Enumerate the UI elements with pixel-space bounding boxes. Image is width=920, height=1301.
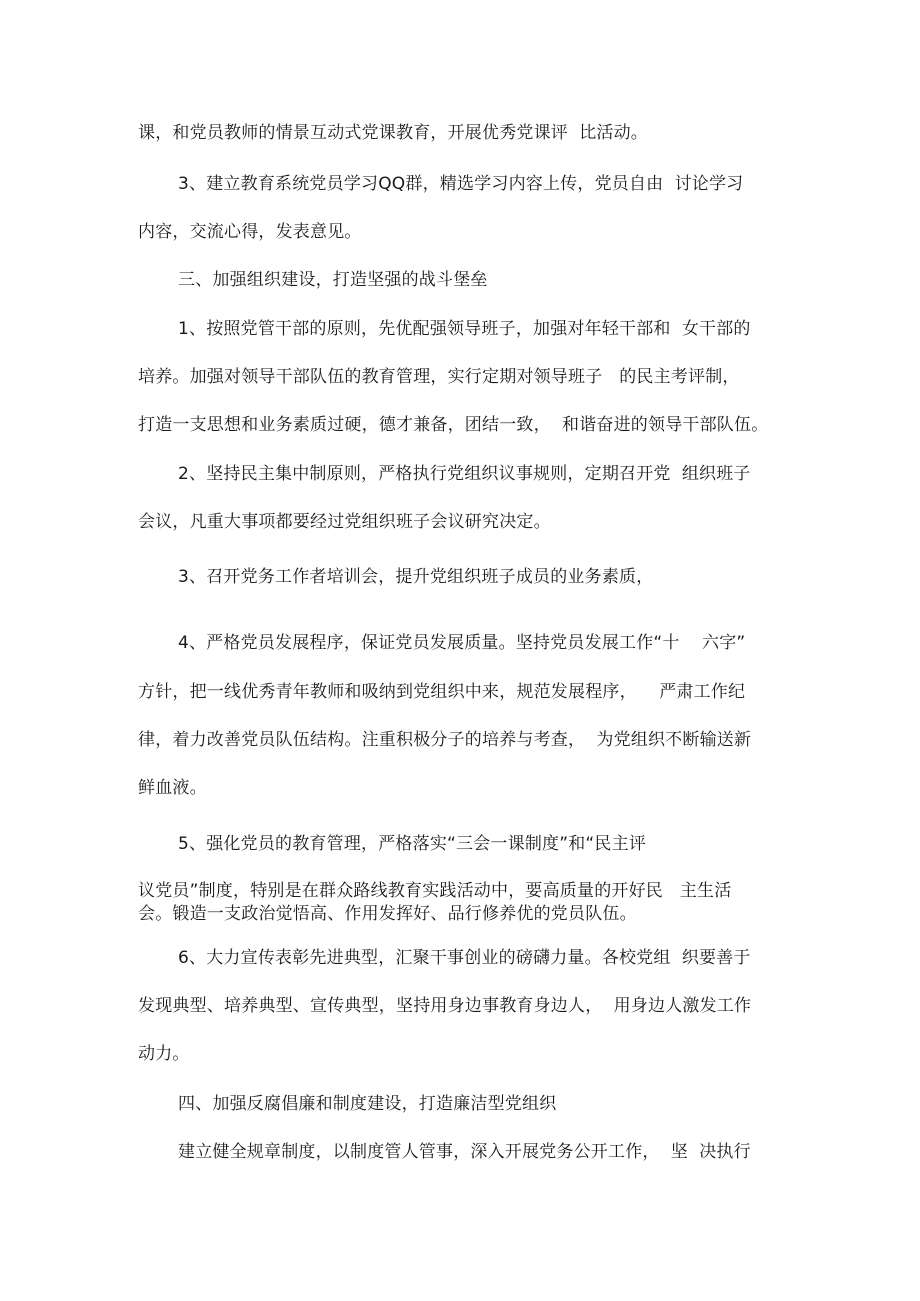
paragraph-line: 1、按照党管干部的原则，先优配强领导班子，加强对年轻干部和 女干部的 bbox=[178, 319, 751, 339]
section-heading: 三、加强组织建设，打造坚强的战斗堡垒 bbox=[178, 270, 488, 290]
paragraph-line: 律，着力改善党员队伍结构。注重积极分子的培养与考查， 为党组织不断输送新 bbox=[138, 730, 752, 750]
paragraph-line: 内容，交流心得，发表意见。 bbox=[138, 222, 362, 242]
paragraph-line: 课，和党员教师的情景互动式党课教育，开展优秀党课评 比活动。 bbox=[138, 123, 649, 143]
paragraph-line: 方针，把一线优秀青年教师和吸纳到党组织中来，规范发展程序， 严肃工作纪 bbox=[138, 682, 746, 702]
paragraph-line: 3、建立教育系统党员学习QQ群，精选学习内容上传，党员自由 讨论学习 bbox=[178, 174, 744, 194]
paragraph-line: 4、严格党员发展程序，保证党员发展质量。坚持党员发展工作“十 六字” bbox=[178, 633, 746, 653]
paragraph-line: 2、坚持民主集中制原则，严格执行党组织议事规则，定期召开党 组织班子 bbox=[178, 464, 751, 484]
paragraph-line: 发现典型、培养典型、宣传典型，坚持用身边事教育身边人， 用身边人激发工作 bbox=[138, 996, 752, 1016]
paragraph-line: 议党员”制度，特别是在群众路线教育实践活动中，要高质量的开好民 主生活 bbox=[138, 881, 732, 901]
paragraph-line: 5、强化党员的教育管理，严格落实“三会一课制度”和“民主评 bbox=[178, 834, 647, 854]
paragraph-line: 建立健全规章制度，以制度管人管事，深入开展党务公开工作， 坚 决执行 bbox=[178, 1142, 751, 1162]
paragraph-line: 打造一支思想和业务素质过硬，德才兼备，团结一致， 和谐奋进的领导干部队伍。 bbox=[138, 415, 769, 435]
paragraph-line: 3、召开党务工作者培训会，提升党组织班子成员的业务素质， bbox=[178, 567, 654, 587]
paragraph-line: 培养。加强对领导干部队伍的教育管理，实行定期对领导班子 的民主考评制， bbox=[138, 367, 740, 387]
paragraph-line: 会议，凡重大事项都要经过党组织班子会议研究决定。 bbox=[138, 512, 551, 532]
paragraph-line: 会。锻造一支政治觉悟高、作用发挥好、品行修养优的党员队伍。 bbox=[138, 904, 637, 924]
section-heading: 四、加强反腐倡廉和制度建设，打造廉洁型党组织 bbox=[178, 1094, 557, 1114]
paragraph-line: 动力。 bbox=[138, 1044, 190, 1064]
paragraph-line: 6、大力宣传表彰先进典型，汇聚干事创业的磅礴力量。各校党组 织要善于 bbox=[178, 948, 751, 968]
paragraph-line: 鲜血液。 bbox=[138, 778, 207, 798]
